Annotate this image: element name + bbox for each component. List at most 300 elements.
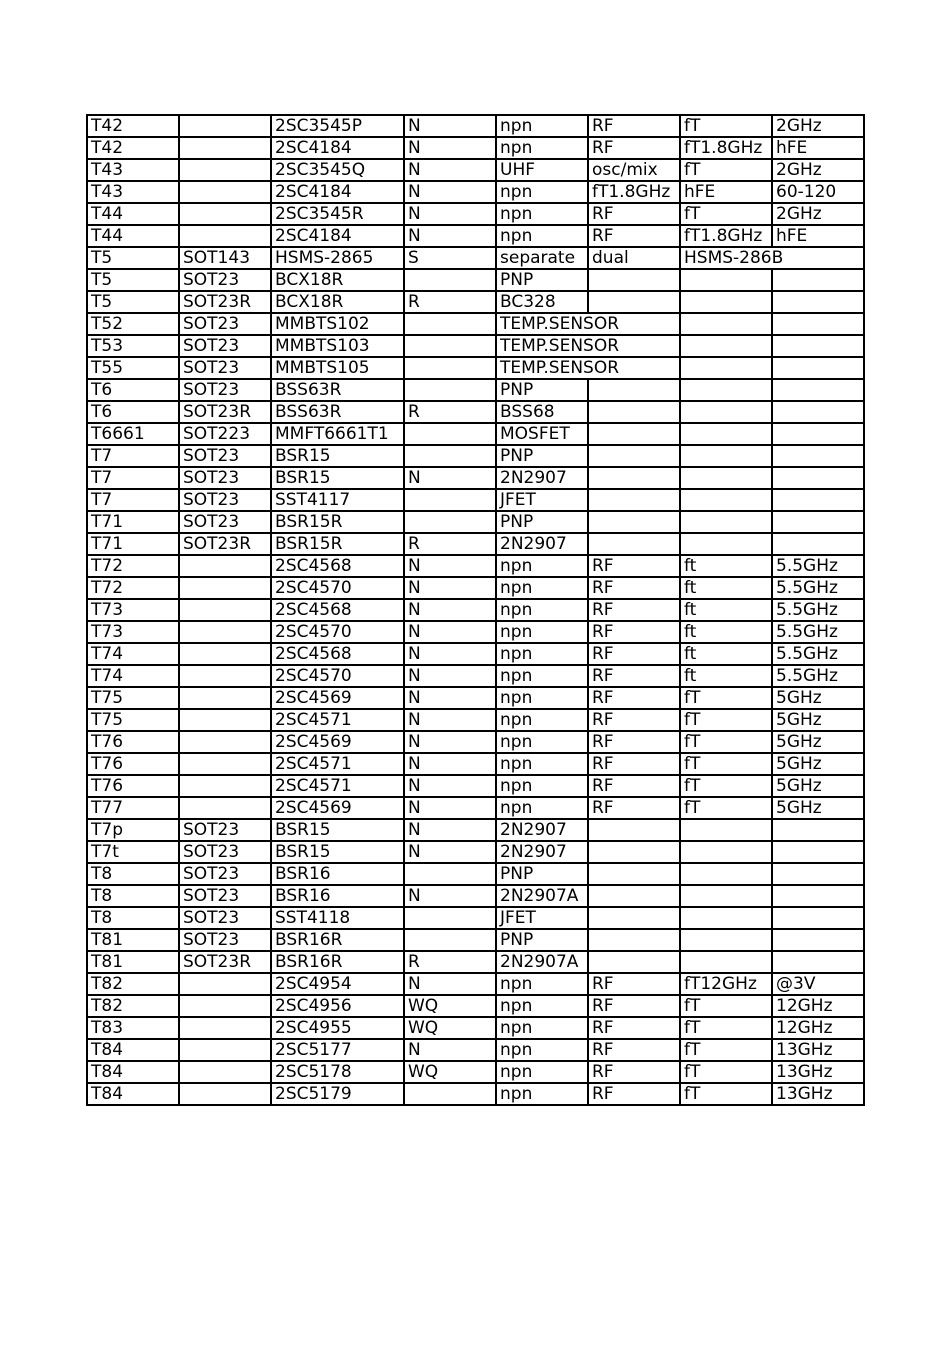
table-row bbox=[87, 1083, 864, 1105]
cell-desc-1: RF bbox=[588, 995, 680, 1017]
cell-type: PNP bbox=[496, 929, 588, 951]
cell-part-number: 2SC4568 bbox=[271, 643, 404, 665]
table-row bbox=[87, 225, 864, 247]
cell-suffix bbox=[404, 511, 496, 533]
cell-desc-2 bbox=[680, 511, 772, 533]
cell-type: npn bbox=[496, 775, 588, 797]
cell-desc-3 bbox=[772, 269, 864, 291]
cell-part-number: 2SC4569 bbox=[271, 687, 404, 709]
cell-suffix: N bbox=[404, 885, 496, 907]
cell-part-number: 2SC3545Q bbox=[271, 159, 404, 181]
cell-suffix: N bbox=[404, 599, 496, 621]
cell-part-number: 2SC4956 bbox=[271, 995, 404, 1017]
cell-code: T8 bbox=[87, 863, 179, 885]
cell-desc-1: RF bbox=[588, 973, 680, 995]
cell-desc-1 bbox=[588, 379, 680, 401]
cell-part-number: BSR15R bbox=[271, 533, 404, 555]
cell-code: T75 bbox=[87, 687, 179, 709]
cell-package: SOT23R bbox=[179, 533, 271, 555]
cell-package bbox=[179, 599, 271, 621]
cell-type: PNP bbox=[496, 269, 588, 291]
cell-suffix: R bbox=[404, 291, 496, 313]
cell-desc-2: ft bbox=[680, 621, 772, 643]
cell-type: npn bbox=[496, 797, 588, 819]
cell-desc-1: RF bbox=[588, 1039, 680, 1061]
cell-package bbox=[179, 753, 271, 775]
cell-desc-2 bbox=[680, 401, 772, 423]
cell-code: T8 bbox=[87, 907, 179, 929]
cell-part-number: MMBTS105 bbox=[271, 357, 404, 379]
cell-desc-1 bbox=[588, 401, 680, 423]
table-row bbox=[87, 863, 864, 885]
cell-desc-2: fT12GHz bbox=[680, 973, 772, 995]
cell-desc-3: 5.5GHz bbox=[772, 665, 864, 687]
cell-desc-2: fT1.8GHz bbox=[680, 225, 772, 247]
cell-type: npn bbox=[496, 577, 588, 599]
cell-package bbox=[179, 643, 271, 665]
cell-package: SOT23R bbox=[179, 291, 271, 313]
cell-desc-2: ft bbox=[680, 577, 772, 599]
cell-suffix: WQ bbox=[404, 1061, 496, 1083]
cell-suffix: N bbox=[404, 819, 496, 841]
cell-package: SOT143 bbox=[179, 247, 271, 269]
cell-desc-1: RF bbox=[588, 599, 680, 621]
cell-desc-1: osc/mix bbox=[588, 159, 680, 181]
cell-suffix bbox=[404, 423, 496, 445]
cell-code: T73 bbox=[87, 599, 179, 621]
cell-suffix bbox=[404, 929, 496, 951]
cell-suffix: N bbox=[404, 555, 496, 577]
table-row bbox=[87, 203, 864, 225]
cell-package bbox=[179, 995, 271, 1017]
cell-part-number: BSR15 bbox=[271, 841, 404, 863]
cell-code: T74 bbox=[87, 643, 179, 665]
cell-type: UHF bbox=[496, 159, 588, 181]
cell-code: T84 bbox=[87, 1061, 179, 1083]
table-row bbox=[87, 489, 864, 511]
cell-part-number: 2SC4571 bbox=[271, 753, 404, 775]
table-row bbox=[87, 577, 864, 599]
cell-code: T82 bbox=[87, 995, 179, 1017]
cell-package: SOT23 bbox=[179, 929, 271, 951]
cell-desc-1 bbox=[588, 489, 680, 511]
cell-package: SOT23 bbox=[179, 489, 271, 511]
cell-code: T73 bbox=[87, 621, 179, 643]
cell-type: npn bbox=[496, 115, 588, 137]
cell-part-number: 2SC4955 bbox=[271, 1017, 404, 1039]
cell-type: npn bbox=[496, 753, 588, 775]
cell-type: PNP bbox=[496, 863, 588, 885]
table-row bbox=[87, 753, 864, 775]
cell-part-number: 2SC3545R bbox=[271, 203, 404, 225]
cell-desc-2: ft bbox=[680, 599, 772, 621]
cell-suffix: N bbox=[404, 973, 496, 995]
cell-part-number: BSR15 bbox=[271, 467, 404, 489]
cell-package: SOT23 bbox=[179, 379, 271, 401]
cell-desc-1: RF bbox=[588, 225, 680, 247]
cell-part-number: 2SC4184 bbox=[271, 225, 404, 247]
cell-type: TEMP.SENSOR bbox=[496, 313, 680, 335]
cell-code: T6 bbox=[87, 401, 179, 423]
cell-desc-3: 5GHz bbox=[772, 709, 864, 731]
cell-desc-3: 5GHz bbox=[772, 731, 864, 753]
cell-code: T52 bbox=[87, 313, 179, 335]
cell-desc-3: 2GHz bbox=[772, 115, 864, 137]
cell-desc-1 bbox=[588, 819, 680, 841]
cell-code: T5 bbox=[87, 247, 179, 269]
table-row bbox=[87, 379, 864, 401]
cell-desc-2 bbox=[680, 445, 772, 467]
cell-desc-3: 5GHz bbox=[772, 753, 864, 775]
cell-desc-3 bbox=[772, 313, 864, 335]
table-row bbox=[87, 841, 864, 863]
cell-desc-3: 5.5GHz bbox=[772, 577, 864, 599]
cell-package bbox=[179, 555, 271, 577]
cell-part-number: BSS63R bbox=[271, 401, 404, 423]
cell-code: T77 bbox=[87, 797, 179, 819]
cell-suffix bbox=[404, 489, 496, 511]
cell-desc-2 bbox=[680, 885, 772, 907]
cell-type: PNP bbox=[496, 511, 588, 533]
cell-desc-2: fT bbox=[680, 203, 772, 225]
cell-desc-3: 5GHz bbox=[772, 797, 864, 819]
cell-part-number: BSR15 bbox=[271, 445, 404, 467]
table-row bbox=[87, 643, 864, 665]
cell-type: npn bbox=[496, 731, 588, 753]
cell-desc-2: ft bbox=[680, 643, 772, 665]
cell-part-number: 2SC4954 bbox=[271, 973, 404, 995]
cell-code: T5 bbox=[87, 291, 179, 313]
cell-desc-3: @3V bbox=[772, 973, 864, 995]
cell-code: T6 bbox=[87, 379, 179, 401]
cell-type: npn bbox=[496, 665, 588, 687]
cell-desc-2 bbox=[680, 951, 772, 973]
cell-desc-2 bbox=[680, 533, 772, 555]
table-row bbox=[87, 533, 864, 555]
cell-package bbox=[179, 731, 271, 753]
cell-desc-2 bbox=[680, 379, 772, 401]
cell-desc-2 bbox=[680, 291, 772, 313]
cell-package bbox=[179, 775, 271, 797]
cell-part-number: BSR16R bbox=[271, 929, 404, 951]
cell-code: T7p bbox=[87, 819, 179, 841]
cell-type: 2N2907 bbox=[496, 467, 588, 489]
cell-desc-3: 2GHz bbox=[772, 203, 864, 225]
cell-desc-2: fT bbox=[680, 731, 772, 753]
cell-suffix bbox=[404, 379, 496, 401]
cell-suffix: R bbox=[404, 533, 496, 555]
table-row bbox=[87, 819, 864, 841]
cell-desc-3 bbox=[772, 357, 864, 379]
cell-suffix: N bbox=[404, 1039, 496, 1061]
cell-desc-1 bbox=[588, 467, 680, 489]
cell-desc-1: RF bbox=[588, 797, 680, 819]
cell-part-number: 2SC5178 bbox=[271, 1061, 404, 1083]
cell-type: npn bbox=[496, 621, 588, 643]
cell-package bbox=[179, 687, 271, 709]
cell-desc-3 bbox=[772, 335, 864, 357]
cell-part-number: BCX18R bbox=[271, 291, 404, 313]
table-body bbox=[87, 115, 864, 1105]
cell-code: T82 bbox=[87, 973, 179, 995]
cell-package bbox=[179, 1083, 271, 1105]
cell-code: T72 bbox=[87, 577, 179, 599]
cell-desc-1: RF bbox=[588, 1083, 680, 1105]
cell-desc-3: 5.5GHz bbox=[772, 643, 864, 665]
cell-desc-3 bbox=[772, 401, 864, 423]
cell-desc-1 bbox=[588, 907, 680, 929]
cell-part-number: 2SC4569 bbox=[271, 731, 404, 753]
cell-part-number: 2SC4184 bbox=[271, 181, 404, 203]
table-row bbox=[87, 357, 864, 379]
cell-suffix: N bbox=[404, 643, 496, 665]
cell-suffix: R bbox=[404, 401, 496, 423]
cell-package: SOT23 bbox=[179, 467, 271, 489]
cell-package bbox=[179, 1017, 271, 1039]
cell-suffix: N bbox=[404, 841, 496, 863]
cell-type: npn bbox=[496, 181, 588, 203]
cell-desc-3 bbox=[772, 291, 864, 313]
cell-desc-2: fT bbox=[680, 115, 772, 137]
cell-desc-2 bbox=[680, 357, 772, 379]
cell-code: T44 bbox=[87, 225, 179, 247]
cell-part-number: 2SC4568 bbox=[271, 599, 404, 621]
cell-part-number: SST4118 bbox=[271, 907, 404, 929]
cell-desc-3 bbox=[772, 533, 864, 555]
cell-desc-1 bbox=[588, 885, 680, 907]
cell-code: T5 bbox=[87, 269, 179, 291]
cell-type: BSS68 bbox=[496, 401, 588, 423]
cell-desc-3: 13GHz bbox=[772, 1083, 864, 1105]
cell-suffix: N bbox=[404, 159, 496, 181]
cell-package bbox=[179, 709, 271, 731]
cell-desc-3: 5GHz bbox=[772, 687, 864, 709]
cell-package: SOT23 bbox=[179, 313, 271, 335]
cell-code: T81 bbox=[87, 929, 179, 951]
cell-type: npn bbox=[496, 973, 588, 995]
cell-type: JFET bbox=[496, 907, 588, 929]
cell-type: npn bbox=[496, 137, 588, 159]
cell-package bbox=[179, 137, 271, 159]
cell-desc-1: RF bbox=[588, 137, 680, 159]
cell-suffix bbox=[404, 907, 496, 929]
cell-desc-1: RF bbox=[588, 1017, 680, 1039]
cell-desc-1: RF bbox=[588, 1061, 680, 1083]
cell-type: 2N2907 bbox=[496, 819, 588, 841]
cell-part-number: BSR16 bbox=[271, 863, 404, 885]
table-row bbox=[87, 621, 864, 643]
table-row bbox=[87, 291, 864, 313]
cell-desc-2 bbox=[680, 907, 772, 929]
cell-code: T43 bbox=[87, 159, 179, 181]
table-row bbox=[87, 137, 864, 159]
cell-desc-1 bbox=[588, 533, 680, 555]
cell-package: SOT23R bbox=[179, 401, 271, 423]
cell-type: 2N2907A bbox=[496, 951, 588, 973]
cell-desc-3 bbox=[772, 467, 864, 489]
table-row bbox=[87, 247, 864, 269]
cell-package bbox=[179, 159, 271, 181]
cell-part-number: MMBTS102 bbox=[271, 313, 404, 335]
table-row bbox=[87, 665, 864, 687]
cell-package: SOT23 bbox=[179, 885, 271, 907]
cell-desc-1: RF bbox=[588, 665, 680, 687]
cell-desc-1: RF bbox=[588, 555, 680, 577]
table-row bbox=[87, 1039, 864, 1061]
cell-suffix: S bbox=[404, 247, 496, 269]
cell-desc-3: hFE bbox=[772, 137, 864, 159]
cell-desc-2 bbox=[680, 313, 772, 335]
table-row bbox=[87, 885, 864, 907]
table-row bbox=[87, 115, 864, 137]
cell-desc-1 bbox=[588, 445, 680, 467]
table-row bbox=[87, 1017, 864, 1039]
cell-desc-1: RF bbox=[588, 643, 680, 665]
cell-desc-1: RF bbox=[588, 203, 680, 225]
cell-suffix bbox=[404, 445, 496, 467]
cell-desc-3 bbox=[772, 379, 864, 401]
cell-part-number: MMBTS103 bbox=[271, 335, 404, 357]
cell-part-number: 2SC4570 bbox=[271, 621, 404, 643]
table-row bbox=[87, 797, 864, 819]
cell-desc-3 bbox=[772, 841, 864, 863]
cell-package: SOT23 bbox=[179, 907, 271, 929]
table-row bbox=[87, 995, 864, 1017]
cell-desc-2 bbox=[680, 467, 772, 489]
cell-part-number: MMFT6661T1 bbox=[271, 423, 404, 445]
cell-desc-3: 2GHz bbox=[772, 159, 864, 181]
cell-type: TEMP.SENSOR bbox=[496, 335, 680, 357]
cell-desc-2: fT bbox=[680, 995, 772, 1017]
cell-type: npn bbox=[496, 599, 588, 621]
cell-code: T44 bbox=[87, 203, 179, 225]
cell-desc-1 bbox=[588, 423, 680, 445]
cell-suffix: N bbox=[404, 577, 496, 599]
cell-suffix: N bbox=[404, 225, 496, 247]
cell-suffix: N bbox=[404, 775, 496, 797]
cell-desc-2: fT bbox=[680, 797, 772, 819]
cell-suffix: WQ bbox=[404, 1017, 496, 1039]
cell-code: T43 bbox=[87, 181, 179, 203]
cell-part-number: 2SC4569 bbox=[271, 797, 404, 819]
cell-desc-2: fT bbox=[680, 775, 772, 797]
cell-desc-2 bbox=[680, 819, 772, 841]
cell-type: npn bbox=[496, 1017, 588, 1039]
cell-suffix: N bbox=[404, 181, 496, 203]
cell-desc-1: RF bbox=[588, 775, 680, 797]
cell-type: npn bbox=[496, 995, 588, 1017]
cell-type: 2N2907A bbox=[496, 885, 588, 907]
cell-desc-3 bbox=[772, 863, 864, 885]
cell-desc-2: fT bbox=[680, 753, 772, 775]
cell-package bbox=[179, 115, 271, 137]
cell-code: T72 bbox=[87, 555, 179, 577]
table-row bbox=[87, 907, 864, 929]
cell-package bbox=[179, 973, 271, 995]
cell-part-number: BSR15R bbox=[271, 511, 404, 533]
cell-code: T84 bbox=[87, 1083, 179, 1105]
cell-desc-2: ft bbox=[680, 555, 772, 577]
cell-desc-1: RF bbox=[588, 621, 680, 643]
cell-desc-2: fT bbox=[680, 159, 772, 181]
cell-desc-1: dual bbox=[588, 247, 680, 269]
cell-suffix bbox=[404, 357, 496, 379]
cell-desc-2: fT bbox=[680, 1039, 772, 1061]
table-row bbox=[87, 159, 864, 181]
cell-desc-1 bbox=[588, 269, 680, 291]
cell-part-number: 2SC4570 bbox=[271, 665, 404, 687]
cell-desc-2: hFE bbox=[680, 181, 772, 203]
cell-desc-1: fT1.8GHz bbox=[588, 181, 680, 203]
cell-desc-3 bbox=[772, 423, 864, 445]
cell-code: T81 bbox=[87, 951, 179, 973]
cell-desc-3 bbox=[772, 929, 864, 951]
cell-desc-3: 5.5GHz bbox=[772, 599, 864, 621]
cell-type: PNP bbox=[496, 379, 588, 401]
cell-desc-3 bbox=[772, 445, 864, 467]
cell-type: separate bbox=[496, 247, 588, 269]
cell-desc-3 bbox=[772, 951, 864, 973]
table-row bbox=[87, 775, 864, 797]
cell-suffix: N bbox=[404, 621, 496, 643]
cell-part-number: 2SC5177 bbox=[271, 1039, 404, 1061]
table-row bbox=[87, 599, 864, 621]
table-row bbox=[87, 511, 864, 533]
cell-part-number: 2SC4571 bbox=[271, 775, 404, 797]
table-row bbox=[87, 929, 864, 951]
cell-part-number: HSMS-2865 bbox=[271, 247, 404, 269]
cell-package bbox=[179, 225, 271, 247]
cell-code: T7 bbox=[87, 467, 179, 489]
cell-suffix: N bbox=[404, 203, 496, 225]
table-row bbox=[87, 423, 864, 445]
cell-desc-1: RF bbox=[588, 115, 680, 137]
cell-part-number: 2SC4570 bbox=[271, 577, 404, 599]
cell-code: T76 bbox=[87, 775, 179, 797]
cell-code: T42 bbox=[87, 115, 179, 137]
cell-suffix: WQ bbox=[404, 995, 496, 1017]
cell-desc-2: fT bbox=[680, 687, 772, 709]
cell-suffix: N bbox=[404, 753, 496, 775]
cell-type: TEMP.SENSOR bbox=[496, 357, 680, 379]
cell-desc-2: fT bbox=[680, 1061, 772, 1083]
cell-type: npn bbox=[496, 203, 588, 225]
cell-desc-2 bbox=[680, 335, 772, 357]
cell-code: T75 bbox=[87, 709, 179, 731]
table-row bbox=[87, 401, 864, 423]
cell-desc-1: RF bbox=[588, 709, 680, 731]
cell-desc-3 bbox=[772, 489, 864, 511]
table-row bbox=[87, 709, 864, 731]
cell-part-number: 2SC5179 bbox=[271, 1083, 404, 1105]
cell-type: npn bbox=[496, 1083, 588, 1105]
cell-type: PNP bbox=[496, 445, 588, 467]
cell-desc-2: fT1.8GHz bbox=[680, 137, 772, 159]
cell-part-number: 2SC3545P bbox=[271, 115, 404, 137]
cell-code: T84 bbox=[87, 1039, 179, 1061]
cell-suffix bbox=[404, 313, 496, 335]
cell-suffix: N bbox=[404, 731, 496, 753]
cell-code: T7 bbox=[87, 445, 179, 467]
cell-desc-3: 5GHz bbox=[772, 775, 864, 797]
cell-desc-1: RF bbox=[588, 731, 680, 753]
cell-part-number: BSR16R bbox=[271, 951, 404, 973]
table-row bbox=[87, 731, 864, 753]
cell-package bbox=[179, 1061, 271, 1083]
table-row bbox=[87, 445, 864, 467]
cell-package bbox=[179, 577, 271, 599]
table-row bbox=[87, 467, 864, 489]
